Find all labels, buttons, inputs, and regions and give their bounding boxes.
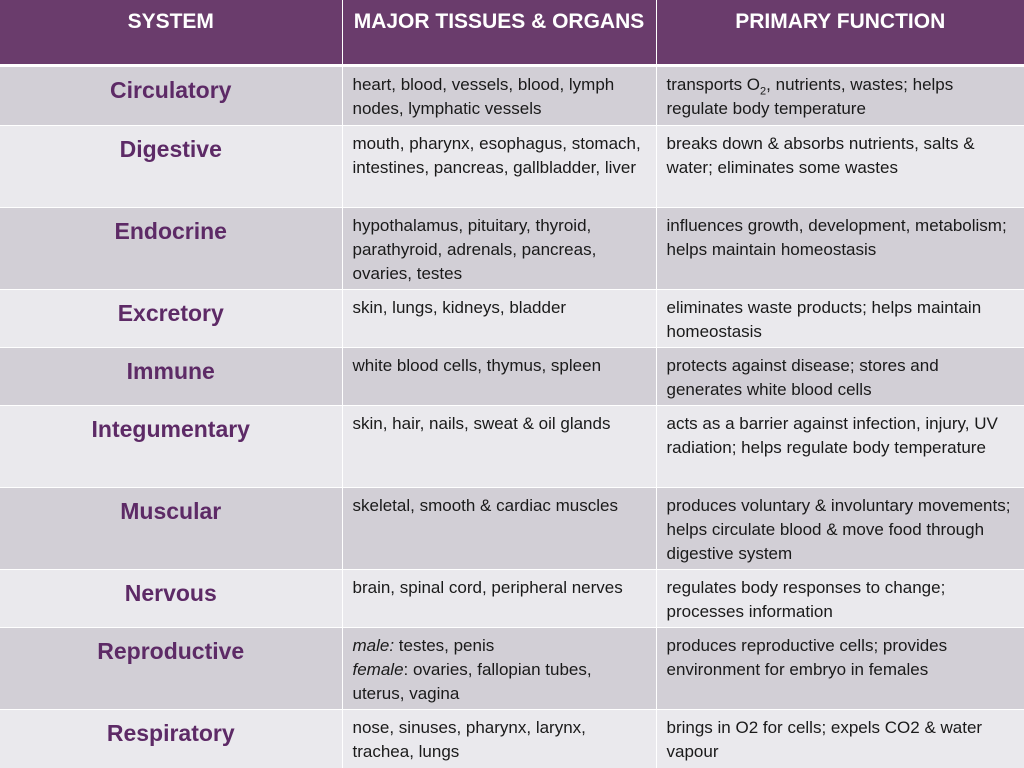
header-tissues: MAJOR TISSUES & ORGANS <box>342 0 656 65</box>
table-row <box>0 207 1024 289</box>
tissues-cell: nose, sinuses, pharynx, larynx, trachea, lungs <box>342 709 656 768</box>
tissues-cell <box>342 627 656 709</box>
tissues-cell: skin, hair, nails, sweat & oil glands <box>342 405 656 487</box>
function-cell <box>656 65 1024 125</box>
tissues-cell: hypothalamus, pituitary, thyroid, parathyroid, adrenals, pancreas, ovaries, testes <box>342 207 656 289</box>
tissues-cell: skeletal, smooth & cardiac muscles <box>342 487 656 569</box>
female-organs: : ovaries, fallopian tubes, uterus, vagina <box>352 659 592 703</box>
function-cell: influences growth, development, metabolism; helps maintain homeostasis <box>656 207 1024 289</box>
table-row <box>0 65 1024 125</box>
male-label: male: <box>352 635 395 655</box>
tissues-cell: white blood cells, thymus, spleen <box>342 347 656 405</box>
subscript: 2 <box>760 84 767 97</box>
table-row <box>0 347 1024 405</box>
tissues-cell: skin, lungs, kidneys, bladder <box>342 289 656 347</box>
table-row <box>0 569 1024 627</box>
system-name: Excretory <box>0 289 342 347</box>
table-row <box>0 487 1024 569</box>
function-cell: produces voluntary & involuntary movements; helps circulate blood & move food through digestive system <box>656 487 1024 569</box>
function-cell: eliminates waste products; helps maintain homeostasis <box>656 289 1024 347</box>
system-name: Endocrine <box>0 207 342 289</box>
system-name: Nervous <box>0 569 342 627</box>
function-cell: protects against disease; stores and generates white blood cells <box>656 347 1024 405</box>
function-text: transports O <box>666 74 761 94</box>
header-row <box>0 0 1024 65</box>
tissues-cell: mouth, pharynx, esophagus, stomach, intestines, pancreas, gallbladder, liver <box>342 125 656 207</box>
female-label: female <box>352 659 404 679</box>
system-name: Immune <box>0 347 342 405</box>
table-row <box>0 289 1024 347</box>
system-name: Circulatory <box>0 65 342 125</box>
system-name: Digestive <box>0 125 342 207</box>
table-row <box>0 627 1024 709</box>
system-name: Muscular <box>0 487 342 569</box>
system-name: Respiratory <box>0 709 342 768</box>
table-row <box>0 709 1024 768</box>
function-cell: produces reproductive cells; provides environment for embryo in females <box>656 627 1024 709</box>
function-cell: breaks down & absorbs nutrients, salts & water; eliminates some wastes <box>656 125 1024 207</box>
male-organs: testes, penis <box>394 635 495 655</box>
system-name: Integumentary <box>0 405 342 487</box>
function-text: , nutrients, wastes; helps regulate body temperature <box>666 74 954 118</box>
table-row <box>0 405 1024 487</box>
tissues-cell: brain, spinal cord, peripheral nerves <box>342 569 656 627</box>
function-cell: acts as a barrier against infection, injury, UV radiation; helps regulate body temperature <box>656 405 1024 487</box>
table-row <box>0 125 1024 207</box>
header-function: PRIMARY FUNCTION <box>656 0 1024 65</box>
header-system: SYSTEM <box>0 0 342 65</box>
tissues-cell: heart, blood, vessels, blood, lymph nodes, lymphatic vessels <box>342 65 656 125</box>
function-cell: regulates body responses to change; processes information <box>656 569 1024 627</box>
function-cell: brings in O2 for cells; expels CO2 & water vapour <box>656 709 1024 768</box>
system-name: Reproductive <box>0 627 342 709</box>
